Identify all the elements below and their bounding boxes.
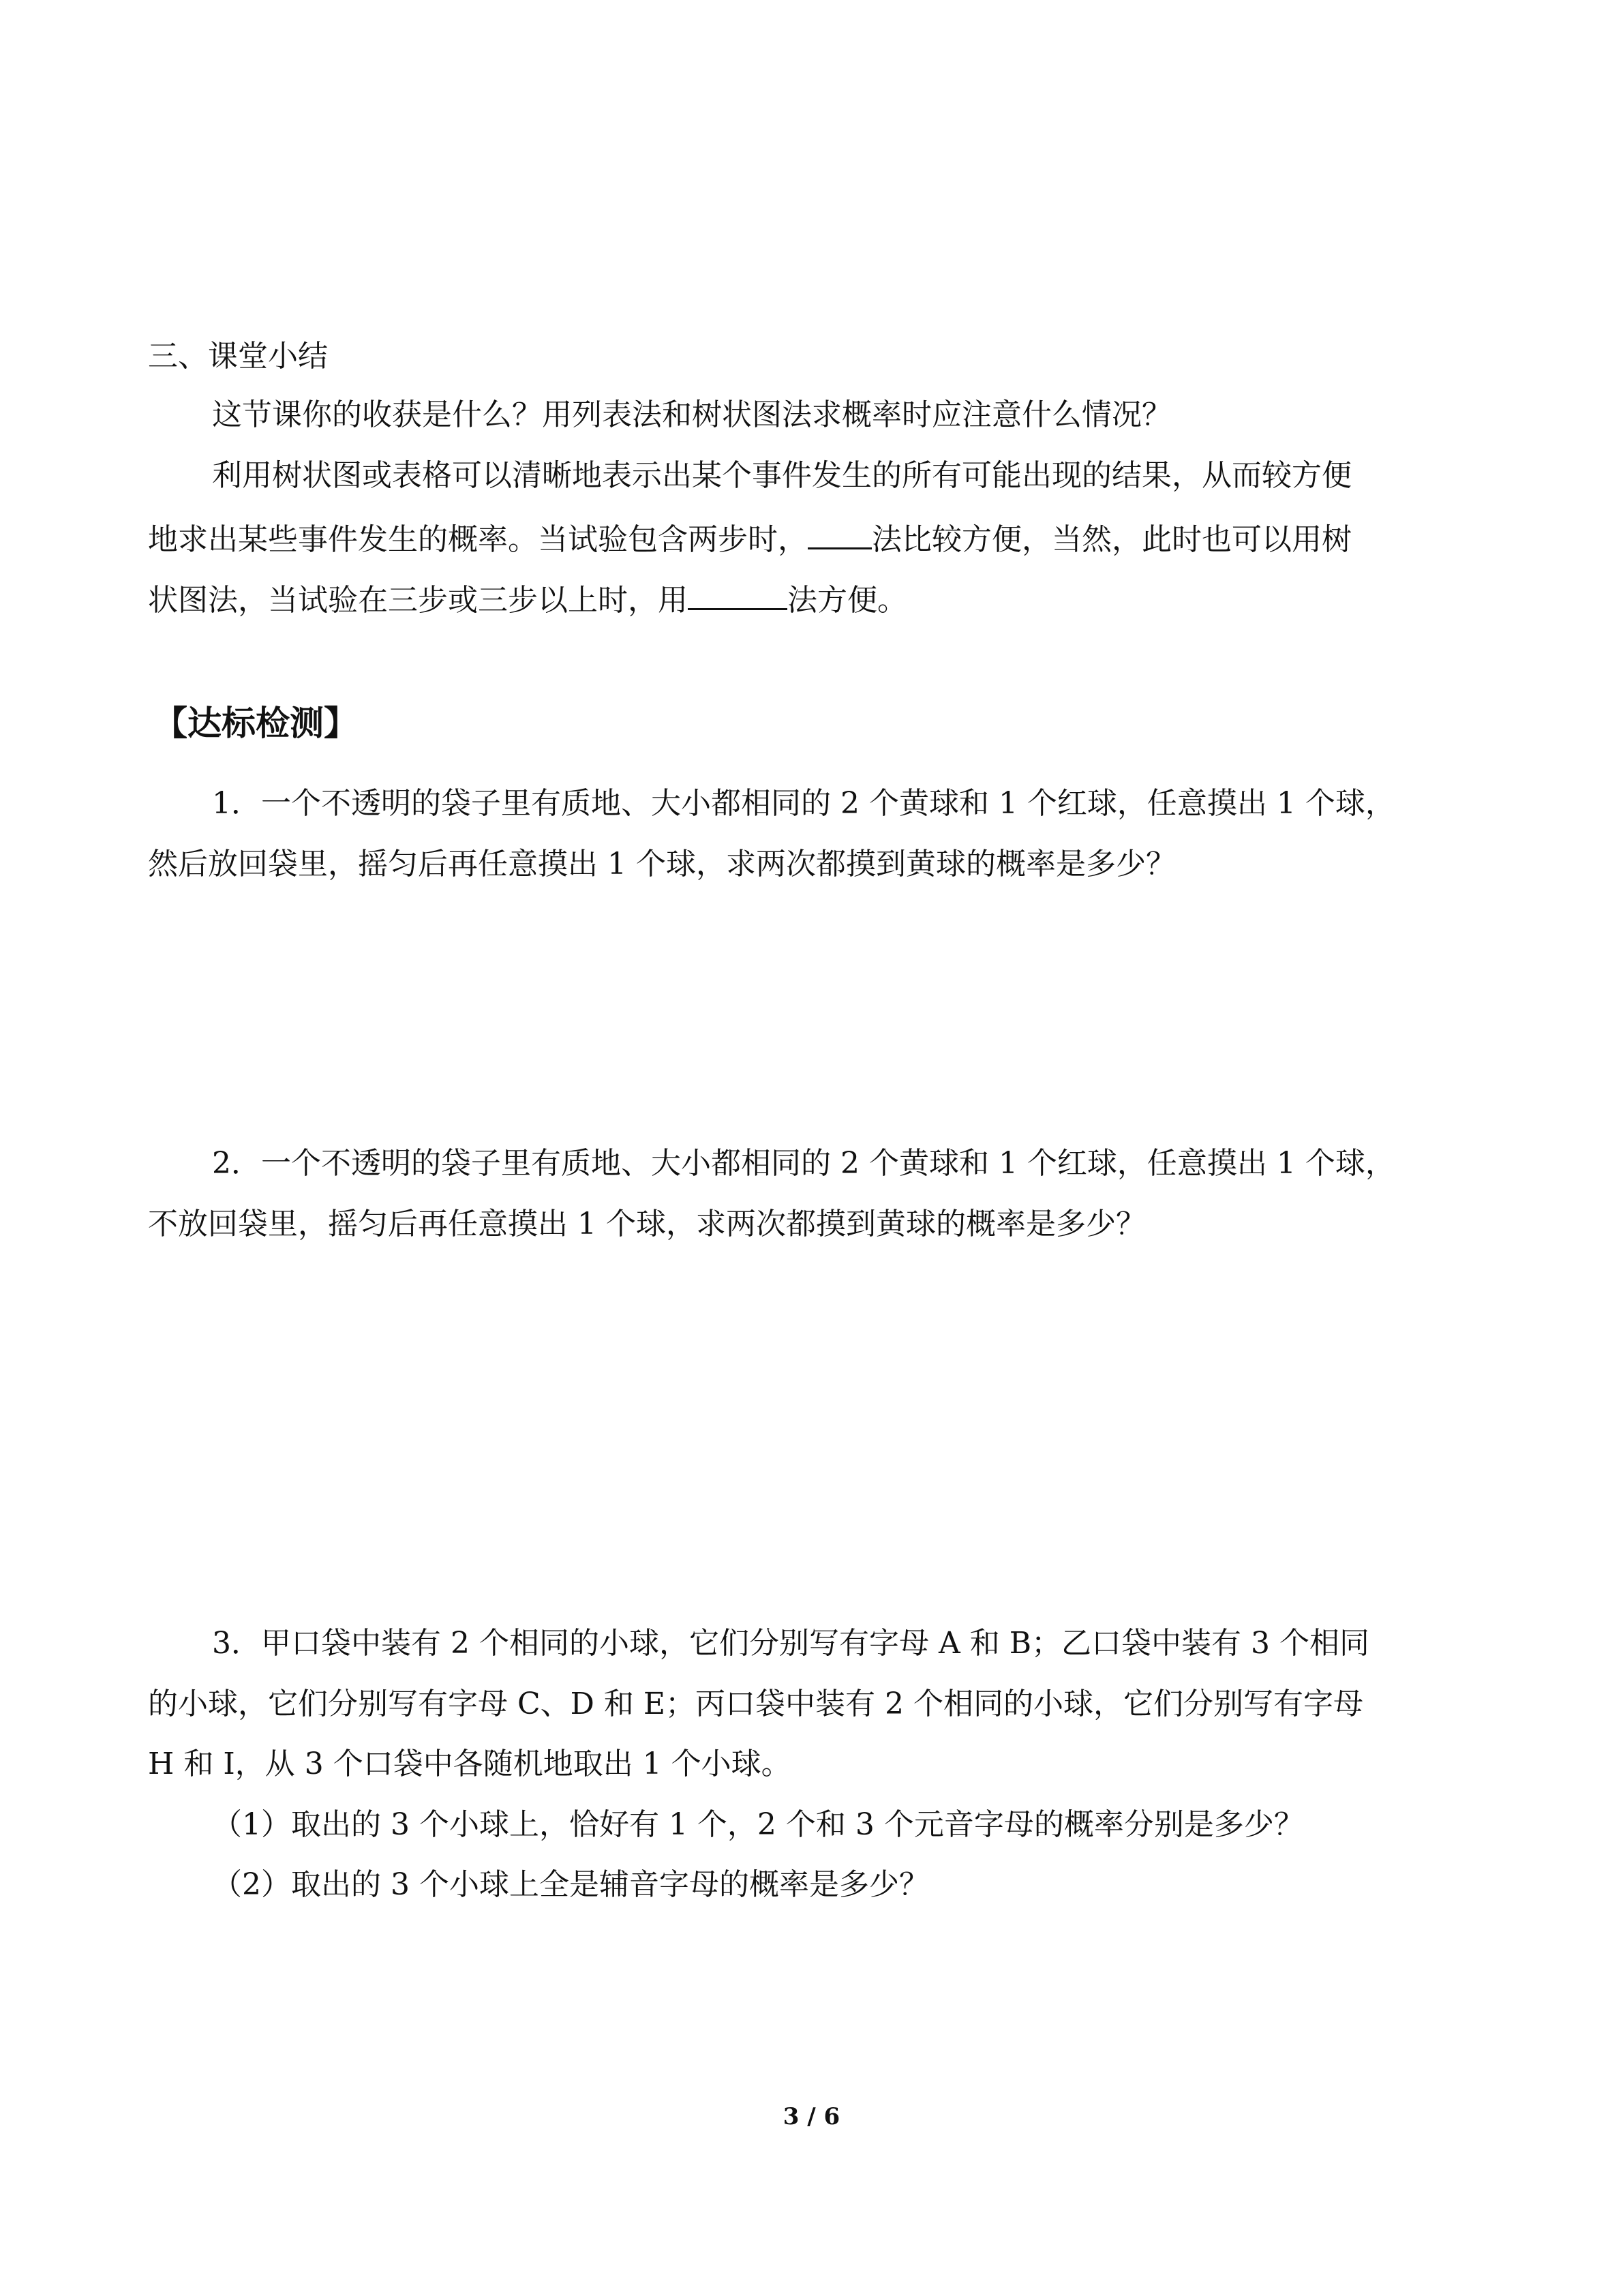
question-1-line1: 1．一个不透明的袋子里有质地、大小都相同的 2 个黄球和 1 个红球，任意摸出 1 个球， — [212, 786, 1395, 821]
fill-blank-1[interactable] — [808, 517, 872, 549]
assessment-heading: 【达标检测】 — [153, 704, 358, 743]
question-2-line2: 不放回袋里，摇匀后再任意摸出 1 个球，求两次都摸到黄球的概率是多少？ — [148, 1207, 1146, 1241]
summary-paragraph-line3 — [148, 578, 907, 620]
summary-text: 法方便。 — [787, 583, 907, 618]
fill-blank-2[interactable] — [688, 578, 787, 610]
summary-paragraph-line1: 利用树状图或表格可以清晰地表示出某个事件发生的所有可能出现的结果，从而较方便 — [212, 458, 1352, 493]
question-2-line1: 2．一个不透明的袋子里有质地、大小都相同的 2 个黄球和 1 个红球，任意摸出 1 个球， — [212, 1146, 1395, 1181]
question-3-line1: 3．甲口袋中装有 2 个相同的小球，它们分别写有字母 A 和 B；乙口袋中装有 3 个相同 — [212, 1626, 1369, 1661]
page-number: 3 / 6 — [783, 2103, 840, 2130]
summary-text: 法比较方便，当然，此时也可以用树 — [872, 522, 1352, 557]
summary-paragraph-line2 — [148, 517, 1352, 559]
summary-text: 地求出某些事件发生的概率。当试验包含两步时， — [148, 522, 808, 557]
question-3-sub1: （1）取出的 3 个小球上，恰好有 1 个，2 个和 3 个元音字母的概率分别是多少？ — [212, 1807, 1304, 1842]
question-3-sub2: （2）取出的 3 个小球上全是辅音字母的概率是多少？ — [212, 1867, 929, 1902]
summary-text: 状图法，当试验在三步或三步以上时，用 — [148, 583, 688, 618]
question-1-line2: 然后放回袋里，摇匀后再任意摸出 1 个球，求两次都摸到黄球的概率是多少？ — [148, 847, 1176, 881]
section-title: 三、课堂小结 — [148, 339, 328, 374]
summary-question: 这节课你的收获是什么？用列表法和树状图法求概率时应注意什么情况？ — [212, 397, 1172, 432]
question-3-line3: H 和 I，从 3 个口袋中各随机地取出 1 个小球。 — [148, 1747, 791, 1781]
question-3-line2: 的小球，它们分别写有字母 C、D 和 E；丙口袋中装有 2 个相同的小球，它们分别写有字母 — [148, 1687, 1363, 1721]
